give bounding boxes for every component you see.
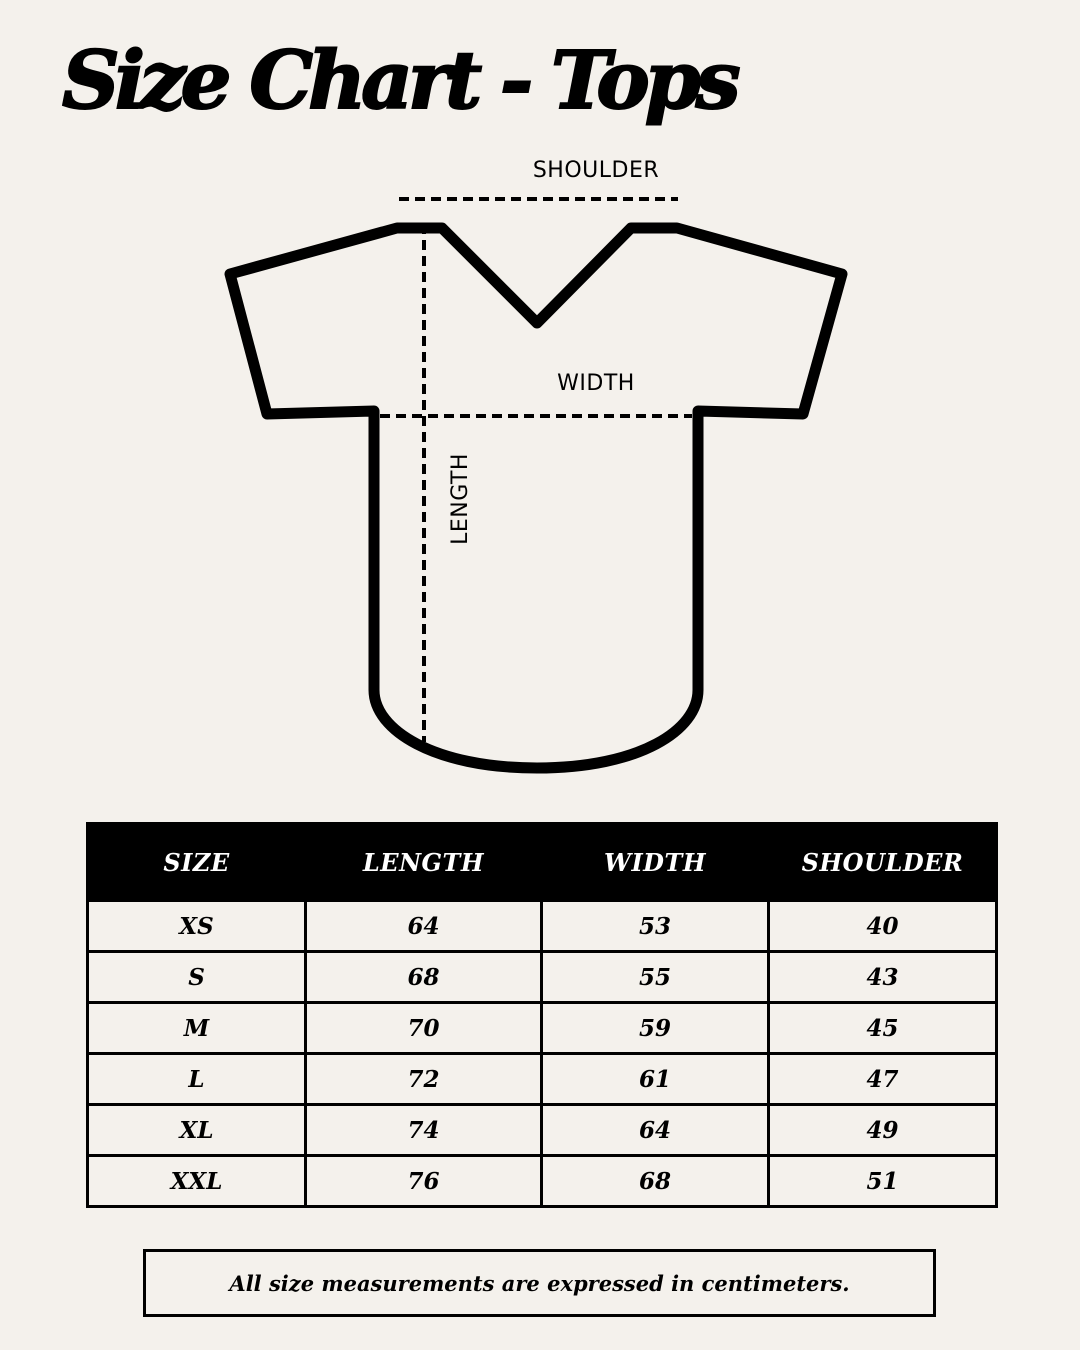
units-note: All size measurements are expressed in centimeters. (143, 1249, 936, 1317)
header-width: WIDTH (542, 824, 769, 901)
tshirt-outline (230, 228, 842, 768)
table-row (88, 1054, 997, 1105)
cell-length: 64 (306, 901, 542, 952)
cell-width: 61 (542, 1054, 769, 1105)
header-shoulder: SHOULDER (769, 824, 997, 901)
cell-shoulder: 40 (769, 901, 997, 952)
cell-length: 76 (306, 1156, 542, 1207)
table-row (88, 1003, 997, 1054)
shoulder-label: SHOULDER (532, 158, 660, 183)
cell-shoulder: 47 (769, 1054, 997, 1105)
size-chart-table (86, 822, 998, 1208)
table-row (88, 1156, 997, 1207)
table-header-row (88, 824, 997, 901)
table-row (88, 901, 997, 952)
cell-width: 64 (542, 1105, 769, 1156)
cell-size: M (88, 1003, 306, 1054)
length-label: LENGTH (448, 453, 473, 545)
header-size: SIZE (88, 824, 306, 901)
cell-width: 53 (542, 901, 769, 952)
cell-shoulder: 51 (769, 1156, 997, 1207)
cell-width: 68 (542, 1156, 769, 1207)
cell-shoulder: 43 (769, 952, 997, 1003)
cell-shoulder: 45 (769, 1003, 997, 1054)
cell-size: S (88, 952, 306, 1003)
width-label: WIDTH (557, 371, 635, 396)
cell-size: L (88, 1054, 306, 1105)
tshirt-measurement-diagram (0, 140, 1080, 790)
table-row (88, 952, 997, 1003)
cell-length: 74 (306, 1105, 542, 1156)
page-title: Size Chart - Tops (62, 33, 736, 127)
cell-shoulder: 49 (769, 1105, 997, 1156)
cell-size: XL (88, 1105, 306, 1156)
cell-size: XS (88, 901, 306, 952)
header-length: LENGTH (306, 824, 542, 901)
cell-length: 72 (306, 1054, 542, 1105)
cell-length: 70 (306, 1003, 542, 1054)
cell-width: 59 (542, 1003, 769, 1054)
table-row (88, 1105, 997, 1156)
cell-length: 68 (306, 952, 542, 1003)
cell-width: 55 (542, 952, 769, 1003)
cell-size: XXL (88, 1156, 306, 1207)
